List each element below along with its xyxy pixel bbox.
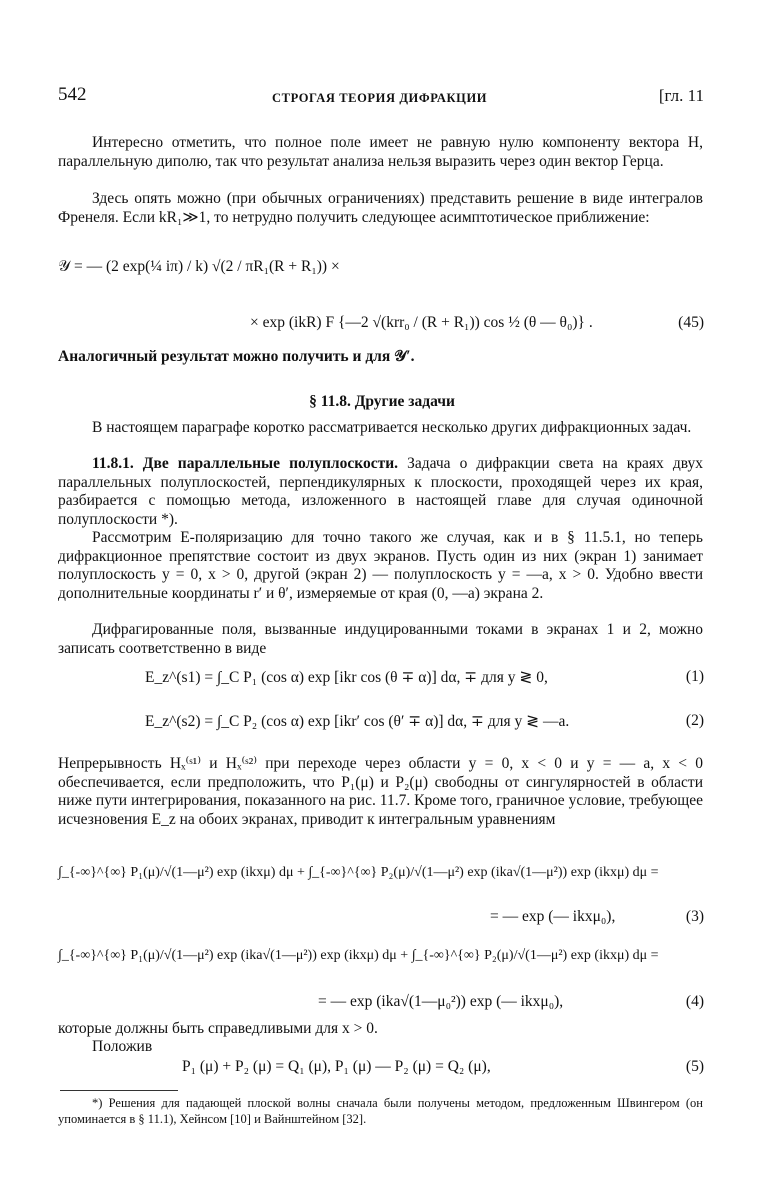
paragraph-1: Интересно отметить, что полное поле имеет не равную нулю компоненту вектора H, параллельную диполю, так что результат анализа нельзя выразить через один вектор Герца. [58, 134, 703, 170]
equation-1-number: (1) [685, 668, 704, 685]
equation-2: E_z^(s2) = ∫_C P₂ (cos α) exp [ikr′ cos (θ′ ∓ α)] dα, ∓ для y ≷ —a. [145, 713, 570, 730]
paragraph-10: Положив [92, 1038, 153, 1055]
equation-5: P₁ (μ) + P₂ (μ) = Q₁ (μ), P₁ (μ) — P₂ (μ) = Q₂ (μ), [182, 1058, 491, 1075]
paragraph-9: которые должны быть справедливыми для x > 0. [58, 1020, 378, 1037]
paragraph-5 [58, 455, 703, 529]
paragraph-8: Непрерывность Hₓ⁽ˢ¹⁾ и Hₓ⁽ˢ²⁾ при переходе через области y = 0, x < 0 и y = — a, x < 0 обеспечивается, если предположить, что P₁(μ) и P₂(μ) свободны от сингулярностей в области ниже пути интегрирования, показанного на рис. 11.7. Кроме того, граничное условие, требующее исчезновения E_z на обоих экранах, приводит к интегральным уравнениям [58, 755, 703, 828]
paragraph-3: Аналогичный результат можно получить и для 𝒴′. [58, 348, 415, 365]
equation-4-number: (4) [685, 993, 704, 1010]
equation-4-line2: = — exp (ika√(1—μ₀²)) exp (— ikxμ₀), [318, 993, 564, 1010]
page-number: 542 [58, 84, 87, 105]
paragraph-7: Дифрагированные поля, вызванные индуцированными токами в экранах 1 и 2, можно записать соответственно в виде [58, 621, 703, 657]
subsection-heading: 11.8.1. Две параллельные полуплоскости. [92, 455, 399, 472]
equation-4-line1: ∫_{-∞}^{∞} P₁(μ)/√(1—μ²) exp (ika√(1—μ²)) exp (ikxμ) dμ + ∫_{-∞}^{∞} P₂(μ)/√(1—μ²) exp (ikxμ) dμ = [58, 948, 659, 963]
equation-2-number: (2) [685, 712, 704, 729]
footnote-rule [60, 1090, 178, 1091]
equation-5-number: (5) [685, 1058, 704, 1075]
equation-45-line1: 𝒴 = — (2 exp(¼ iπ) / k) √(2 / πR₁(R + R₁)) × [58, 258, 340, 275]
paragraph-5-body: Задача о дифракции света на краях двух параллельных полуплоскостей, перпендикулярных к плоскости, проходящей через их края, разбирается с помощью метода, изложенного в настоящей главе для случая одиночной полуплоскости *). [58, 455, 704, 528]
equation-45-number: (45) [678, 314, 704, 331]
footnote: *) Решения для падающей плоской волны сначала были получены методом, предложенным Швингером (он упоминается в § 11.1), Хейнсом [10] и Вайнштейном [32]. [58, 1096, 703, 1126]
paragraph-2: Здесь опять можно (при обычных ограничениях) представить решение в виде интегралов Френеля. Если kR₁≫1, то нетрудно получить следующее асимптотическое приближение: [58, 190, 703, 226]
paragraph-6: Рассмотрим E-поляризацию для точно такого же случая, как и в § 11.5.1, но теперь дифракционное препятствие состоит из двух экранов. Пусть один из них (экран 1) занимает полуплоскость y = 0, x > 0, другой (экран 2) — полуплоскость y = —a, x > 0. Удобно ввести дополнительные координаты r′ и θ′, измеряемые от края (0, —a) экрана 2. [58, 529, 703, 602]
equation-3-number: (3) [685, 908, 704, 925]
running-title: СТРОГАЯ ТЕОРИЯ ДИФРАКЦИИ [272, 91, 488, 105]
equation-1: E_z^(s1) = ∫_C P₁ (cos α) exp [ikr cos (θ ∓ α)] dα, ∓ для y ≷ 0, [145, 669, 548, 686]
section-title: § 11.8. Другие задачи [309, 393, 455, 410]
equation-45-line2: × exp (ikR) F {—2 √(krr₀ / (R + R₁)) cos ½ (θ — θ₀)} . [250, 314, 593, 331]
equation-3-line1: ∫_{-∞}^{∞} P₁(μ)/√(1—μ²) exp (ikxμ) dμ + ∫_{-∞}^{∞} P₂(μ)/√(1—μ²) exp (ika√(1—μ²)) exp (ikxμ) dμ = [58, 865, 659, 880]
equation-3-line2: = — exp (— ikxμ₀), [490, 908, 616, 925]
paragraph-4: В настоящем параграфе коротко рассматривается несколько других дифракционных задач. [92, 419, 692, 436]
chapter-ref: [гл. 11 [658, 86, 704, 105]
